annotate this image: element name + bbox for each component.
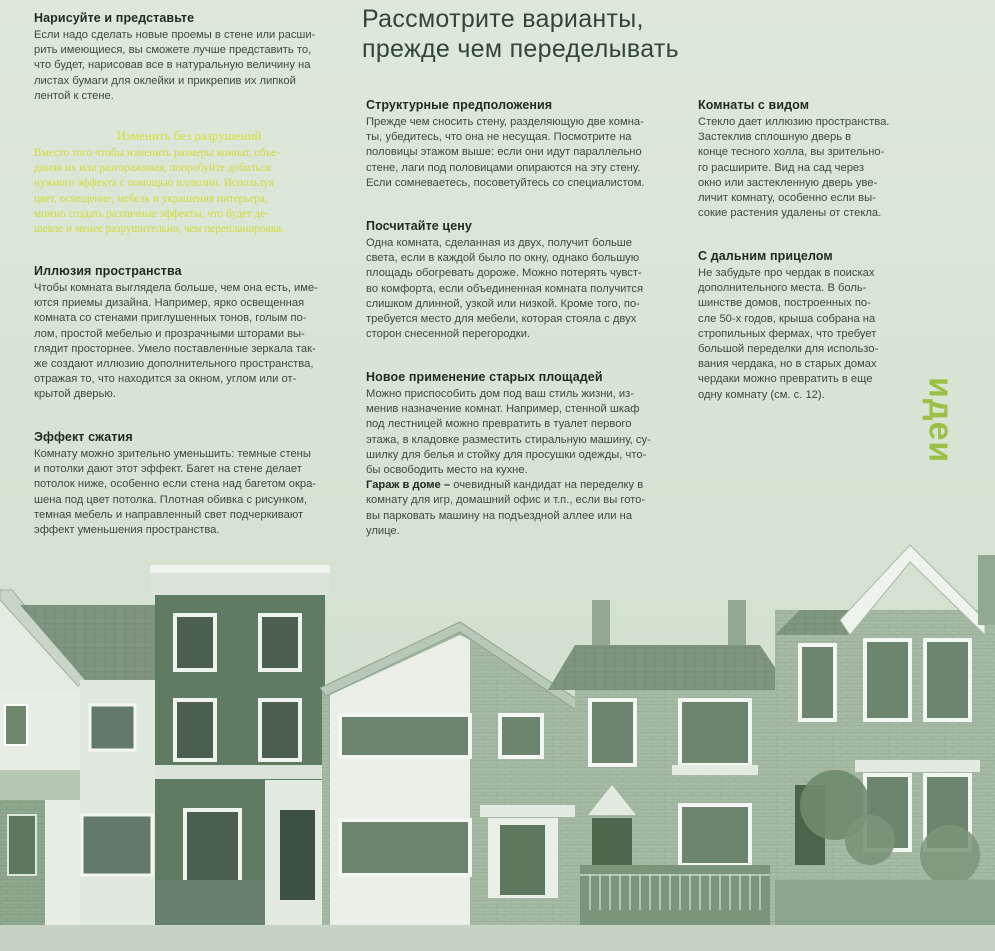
text-line: Одна комната, сделанная из двух, получит больше [366,237,633,249]
text-line: менив назначение комнат. Например, стенной шкаф [366,403,640,416]
text-line: нужного эффекта с помощью иллюзии. Используя [34,177,274,190]
text-line: Если сомневаетесь, посоветуйтесь со специалистом. [366,176,645,189]
text-line: сторон снесенной перегородки. [366,328,531,341]
text-line: дополнительного места. В боль- [698,282,867,295]
section-change-without-destruction [34,128,344,237]
text-line: света, если в каждой было по окну, однако большую [366,252,640,265]
text-line: листах бумаги для оклейки и прикрепив их липкой [34,74,296,87]
section-text [366,115,676,191]
text-line: Комнату можно зрительно уменьшить: темные стены [34,448,311,460]
garage-lead: Гараж в доме – [366,479,451,492]
text-line: комната со стенами приглушенных тонов, голым по- [34,312,307,325]
text-line: вы парковать машину на подъездной аллее или на [366,509,633,522]
text-line: ются приемы дизайна. Например, ярко освещенная [34,297,305,310]
text-line: вания чердака, но в старых домах [698,358,877,371]
text-line: потолок ниже, особенно если стена над багетом окра- [34,478,317,491]
text-line: Чтобы комната выглядела больше, чем она есть, име- [34,282,318,294]
tint-overlay [0,540,995,951]
section-heading: Эффект сжатия [34,430,133,444]
section-text [34,281,344,403]
text-line: слишком длинной, узкой или низкой. Кроме того, по- [366,297,640,310]
page-title [362,4,822,64]
text-line: во комфорта, если объединенная комната получится [366,282,644,295]
garage-text: очевидный кандидат на переделку в [450,479,644,492]
text-line: можно создать различные эффекты, что будет де- [34,207,269,220]
text-line: лом, простой мебелью и прозрачными шторами вы- [34,327,305,340]
text-line: требуется место для мебели, которая стояла с двух [366,313,637,326]
text-line: шена под цвет потолка. Плотная обивка с рисунком, [34,493,308,506]
text-line: этажа, в кладовке разместить стиральную машину, су- [366,433,651,446]
text-line: Застеклив сплошную дверь в [698,131,852,144]
section-heading: Изменить без разрушений [116,128,262,143]
text-line: Можно приспособить дом под ваш стиль жизни, из- [366,388,634,400]
text-line: ты, убедитесь, что она не несущая. Посмотрите на [366,131,632,144]
section-compression-effect [34,430,344,538]
text-line: глядит просторнее. Умело поставленные зеркала так- [34,342,316,355]
section-long-term [698,249,908,403]
text-line: площадь обогревать дороже. Можно потерять чувст- [366,267,642,280]
section-space-illusion [34,264,344,403]
text-line: окно или застекленную дверь уве- [698,176,878,189]
text-line: шинстве домов, построенных по- [698,297,871,310]
text-line: личит комнату, особенно если вы- [698,192,876,205]
section-heading: С дальним прицелом [698,249,833,263]
text-line: сле 50-х годов, крыша собрана на [698,312,876,325]
text-line: стене, лаги под половицами опираются на эту стену. [366,161,641,174]
section-text [366,236,676,342]
section-text [698,266,908,403]
text-line: бы освободить место на кухне. [366,464,528,477]
text-line: темная мебель и направленный свет подчеркивают [34,508,304,521]
houses-illustration [0,540,995,951]
section-text [34,146,344,237]
section-text [34,447,344,538]
section-draw-imagine [34,11,344,104]
side-label-ideas: идеи [921,376,960,464]
section-heading: Иллюзия пространства [34,264,182,278]
section-structural [366,98,676,191]
text-line: комнату для игр, домашний офис и т.п., если вы гото- [366,494,646,507]
section-rooms-view [698,98,908,221]
section-text [366,387,676,539]
section-count-price [366,219,676,342]
page-title-line1: Рассмотрите варианты, [362,5,644,33]
text-line: шилку для белья и стойку для просушки одежды, что- [366,448,647,461]
text-line: же создают иллюзию дополнительного пространства, [34,358,314,371]
text-line: отражая то, что находится за окном, углом или от- [34,373,297,386]
text-line: го расширите. Вид на сад через [698,161,865,174]
section-text [34,28,344,104]
text-line: диняя их или разгораживая, попробуйте добиться [34,162,271,175]
text-line [366,478,676,493]
section-heading: Комнаты с видом [698,98,810,112]
text-line: под лестницей можно превратить в туалет первого [366,418,632,431]
text-line: что будет, нарисовав все в натуральную величину на [34,59,311,72]
page-title-line2: прежде чем переделывать [362,35,679,63]
section-text [698,115,908,221]
section-heading: Новое применение старых площадей [366,370,603,384]
text-line: крытой дверью. [34,388,116,401]
text-line: шевле и менее разрушительно, чем перепланировка. [34,223,284,236]
text-line: сокие растения удалены от стекла. [698,207,882,220]
text-line: стропильных фермах, что требует [698,327,877,340]
text-line: одну комнату (см. с. 12). [698,388,825,401]
text-line: улице. [366,524,400,537]
text-line: конце тесного холла, вы зрительно- [698,146,885,159]
section-heading: Посчитайте цену [366,219,472,233]
text-line: и потолки дают этот эффект. Багет на стене делает [34,463,302,476]
text-line: рить имеющиеся, вы сможете лучше представить то, [34,44,312,57]
text-line: чердаки можно превратить в еще [698,373,873,386]
text-line: эффект уменьшения пространства. [34,524,220,537]
text-line: Стекло дает иллюзию пространства. [698,116,890,128]
section-new-use [366,370,676,539]
text-line: Вместо того чтобы изменить размеры комнат, объе- [34,147,280,159]
text-line: половицы этажом выше: если они идут параллельно [366,146,642,159]
text-line: лентой к стене. [34,89,114,102]
text-line: Прежде чем сносить стену, разделяющую две комна- [366,116,644,128]
text-line: большой переделки для использо- [698,343,879,356]
text-line: Не забудьте про чердак в поисках [698,267,875,279]
section-heading: Нарисуйте и представьте [34,11,195,25]
text-line: цвет, освещение, мебель и украшения интерьера, [34,192,268,205]
section-heading: Структурные предположения [366,98,553,112]
text-line: Если надо сделать новые проемы в стене или расши- [34,29,316,41]
